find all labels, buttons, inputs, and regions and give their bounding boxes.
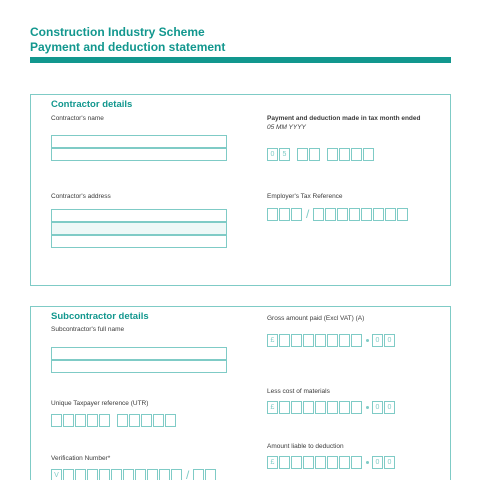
form-title-line2: Payment and deduction statement [30,40,226,54]
tax-month-yyyy-4[interactable] [363,148,374,161]
verification-char-5[interactable] [111,469,122,480]
utr-digit-6[interactable] [117,414,128,427]
verification-suffix-2[interactable] [205,469,216,480]
materials-label: Less cost of materials [267,388,330,395]
subcontractor-section-title: Subcontractor details [51,311,149,322]
materials-currency-symbol: £ [267,401,278,414]
tax-month-mm-2[interactable] [309,148,320,161]
tax-ref-separator: / [306,207,310,221]
materials-digit-3[interactable] [303,401,314,414]
utr-digit-10[interactable] [165,414,176,427]
verification-char-10[interactable] [171,469,182,480]
utr-digit-3[interactable] [75,414,86,427]
liable-digit-3[interactable] [303,456,314,469]
contractor-name-label: Contractor's name [51,115,104,122]
contractor-address-label: Contractor's address [51,193,111,200]
gross-currency-symbol: £ [267,334,278,347]
verification-suffix-1[interactable] [193,469,204,480]
verification-char-1[interactable] [63,469,74,480]
liable-amount-label: Amount liable to deduction [267,443,344,450]
materials-pence-1[interactable]: 0 [372,401,383,414]
verification-prefix: V [51,469,62,480]
title-divider [30,57,451,63]
tax-ref-char-4[interactable] [349,208,360,221]
tax-month-day-1[interactable]: 0 [267,148,278,161]
contractor-address-field-3[interactable] [51,235,227,248]
contractor-address-field-2[interactable] [51,222,227,235]
utr-digit-7[interactable] [129,414,140,427]
gross-amount-boxes[interactable] [267,334,396,347]
materials-digit-4[interactable] [315,401,326,414]
materials-digit-5[interactable] [327,401,338,414]
utr-digit-1[interactable] [51,414,62,427]
tax-month-yyyy-3[interactable] [351,148,362,161]
verification-label: Verification Number* [51,455,111,462]
gross-digit-2[interactable] [291,334,302,347]
liable-digit-4[interactable] [315,456,326,469]
tax-month-label: Payment and deduction made in tax month ended [267,115,421,122]
liable-digit-2[interactable] [291,456,302,469]
verification-char-8[interactable] [147,469,158,480]
verification-char-9[interactable] [159,469,170,480]
subcontractor-name-field-1[interactable] [51,347,227,360]
contractor-name-field-1[interactable] [51,135,227,148]
materials-digit-2[interactable] [291,401,302,414]
utr-digit-9[interactable] [153,414,164,427]
tax-month-yyyy-1[interactable] [327,148,338,161]
materials-digit-6[interactable] [339,401,350,414]
liable-amount-boxes[interactable] [267,456,396,469]
tax-ref-char-8[interactable] [397,208,408,221]
materials-decimal-point [366,406,369,409]
verification-char-6[interactable] [123,469,134,480]
gross-digit-5[interactable] [327,334,338,347]
gross-digit-3[interactable] [303,334,314,347]
tax-ref-char-1[interactable] [313,208,324,221]
gross-decimal-point [366,339,369,342]
verification-char-7[interactable] [135,469,146,480]
materials-pence-2[interactable]: 0 [384,401,395,414]
gross-digit-4[interactable] [315,334,326,347]
form-title-line1: Construction Industry Scheme [30,25,205,39]
liable-pence-1[interactable]: 0 [372,456,383,469]
verification-char-4[interactable] [99,469,110,480]
verification-char-3[interactable] [87,469,98,480]
tax-ref-office-3[interactable] [291,208,302,221]
subcontractor-details-panel [30,306,451,480]
tax-ref-char-5[interactable] [361,208,372,221]
tax-month-format-hint: 05 MM YYYY [267,124,306,131]
tax-ref-char-7[interactable] [385,208,396,221]
tax-month-day-2[interactable]: 5 [279,148,290,161]
tax-ref-char-6[interactable] [373,208,384,221]
utr-label: Unique Taxpayer reference (UTR) [51,400,149,407]
gross-digit-7[interactable] [351,334,362,347]
utr-boxes[interactable] [51,414,177,427]
tax-month-boxes[interactable] [267,148,375,161]
tax-ref-char-3[interactable] [337,208,348,221]
gross-digit-1[interactable] [279,334,290,347]
liable-pence-2[interactable]: 0 [384,456,395,469]
tax-ref-char-2[interactable] [325,208,336,221]
utr-digit-2[interactable] [63,414,74,427]
gross-pence-2[interactable]: 0 [384,334,395,347]
liable-digit-5[interactable] [327,456,338,469]
form-title [30,25,225,55]
tax-ref-office-1[interactable] [267,208,278,221]
subcontractor-name-label: Subcontractor's full name [51,326,125,333]
materials-boxes[interactable] [267,401,396,414]
verification-boxes[interactable] [51,469,217,480]
contractor-address-field-1[interactable] [51,209,227,222]
utr-digit-8[interactable] [141,414,152,427]
liable-digit-1[interactable] [279,456,290,469]
tax-ref-office-2[interactable] [279,208,290,221]
contractor-name-field-2[interactable] [51,148,227,161]
subcontractor-name-field-2[interactable] [51,360,227,373]
tax-reference-label: Employer's Tax Reference [267,193,343,200]
liable-digit-7[interactable] [351,456,362,469]
gross-amount-label: Gross amount paid (Excl VAT) (A) [267,315,365,322]
liable-decimal-point [366,461,369,464]
liable-currency-symbol: £ [267,456,278,469]
utr-digit-4[interactable] [87,414,98,427]
contractor-section-title: Contractor details [51,99,133,110]
gross-digit-6[interactable] [339,334,350,347]
tax-month-yyyy-2[interactable] [339,148,350,161]
contractor-details-panel [30,94,451,286]
gross-pence-1[interactable]: 0 [372,334,383,347]
liable-digit-6[interactable] [339,456,350,469]
verification-separator: / [186,468,190,480]
verification-char-2[interactable] [75,469,86,480]
materials-digit-7[interactable] [351,401,362,414]
materials-digit-1[interactable] [279,401,290,414]
tax-reference-boxes[interactable] [267,208,409,221]
tax-month-mm-1[interactable] [297,148,308,161]
utr-digit-5[interactable] [99,414,110,427]
